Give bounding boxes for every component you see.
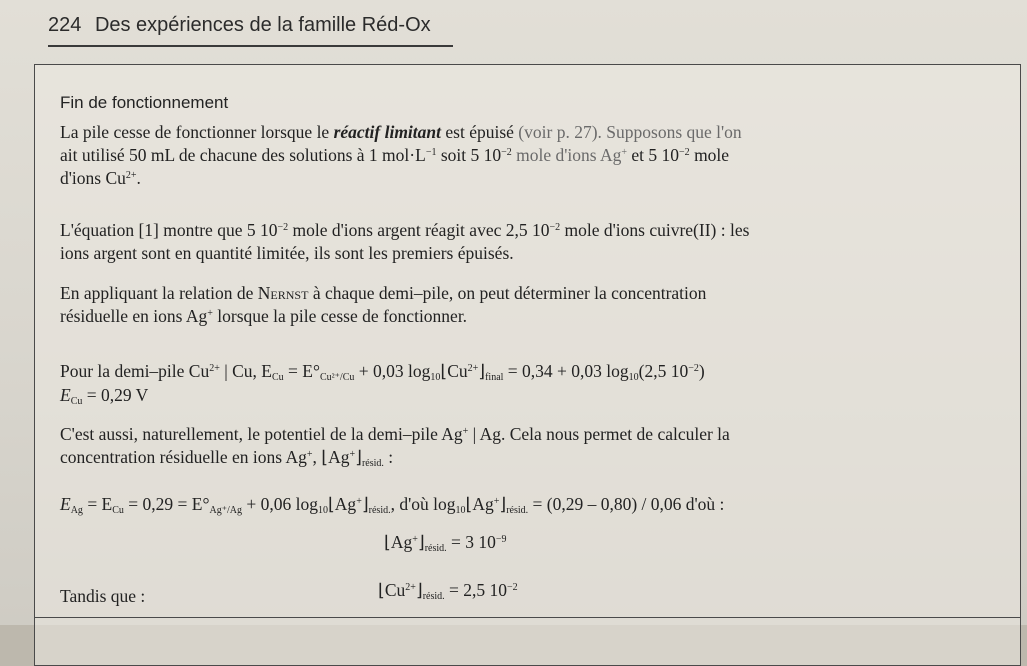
label-tandis-que: Tandis que : — [60, 586, 146, 606]
box-bottom-rule — [34, 617, 1021, 618]
result-silver-concentration: $⌊Ag^+⌋_{résid.} = 3$ $10^{-9}$ — [384, 532, 507, 554]
p1-line-2: ait utilisé 50 mL de chacune des solutions à 1 $mol\cdot L^{-1}$ soit 5 $10^{-2}$ mole d'ions Ag+ et 5 $10^{-2}$ mole — [60, 145, 730, 165]
p1-line-3: d'ions $Cu^{2+}$. — [60, 168, 141, 188]
p3-line-2: résiduelle en ions Ag+ lorsque la pile cesse de fonctionner. — [60, 306, 468, 326]
p4-line-1: C'est aussi, naturellement, le potentiel de la demi–pile Ag+ | Ag. Cela nous permet de calculer la — [60, 424, 730, 444]
running-head — [48, 14, 431, 37]
chapter-title: Des expériences de la famille Réd-Ox — [94, 14, 431, 36]
section-title: Fin de fonctionnement — [60, 93, 229, 112]
equation-nernst-copper: Pour la demi–pile $Cu^{2+}$ | Cu, $E_{Cu} = E^\circ_{Cu^{2+}/Cu} + 0,03$ $\log_{10}⌊Cu^{2+}⌋_{final} = 0,34 + 0,03$ $\log_{10}(2,5$ $10^{-2}$) — [60, 361, 705, 383]
paragraph-1 — [60, 121, 975, 190]
paragraph-4 — [60, 423, 975, 469]
p3-line-1: En appliquant la relation de Nernst à chaque demi–pile, on peut déterminer la concentration — [60, 283, 707, 303]
page-reference: (voir p. 27). — [518, 122, 602, 142]
p2-line-1: L'équation [1] montre que 5 $10^{-2}$ mole d'ions argent réagit avec 2,5 $10^{-2}$ mole d'ions cuivre(II) : les — [60, 220, 750, 240]
nernst-name: Nernst — [257, 283, 309, 303]
p1-line-1: La pile cesse de fonctionner lorsque le réactif limitant est épuisé (voir p. 27). Supposons que l'on — [60, 122, 742, 142]
page-number: 224 — [48, 14, 82, 36]
result-copper-concentration: $⌊Cu^{2+}⌋_{résid.} = 2,5$ $10^{-2}$ — [378, 580, 518, 602]
emphasis-reactif-limitant: réactif limitant — [333, 122, 442, 142]
equation-nernst-silver: $E_{Ag} = E_{Cu} = 0,29 = E^\circ_{Ag^+/Ag} + 0,06$ $\log_{10}⌊Ag^+⌋_{résid.}$, d'où $\log_{10}⌊Ag^+⌋_{résid.} = (0,29 - 0,80) / 0,06$ d'où : — [60, 494, 725, 516]
equation-e-copper: $E_{Cu} = 0,29$ V — [60, 385, 149, 407]
p2-line-2: ions argent sont en quantité limitée, ils sont les premiers épuisés. — [60, 243, 514, 263]
header-rule — [48, 45, 453, 47]
p4-line-2: concentration résiduelle en ions Ag+, $⌊Ag^+⌋_{résid.}$ : — [60, 447, 394, 469]
paragraph-2 — [60, 219, 975, 265]
paragraph-3 — [60, 282, 975, 328]
